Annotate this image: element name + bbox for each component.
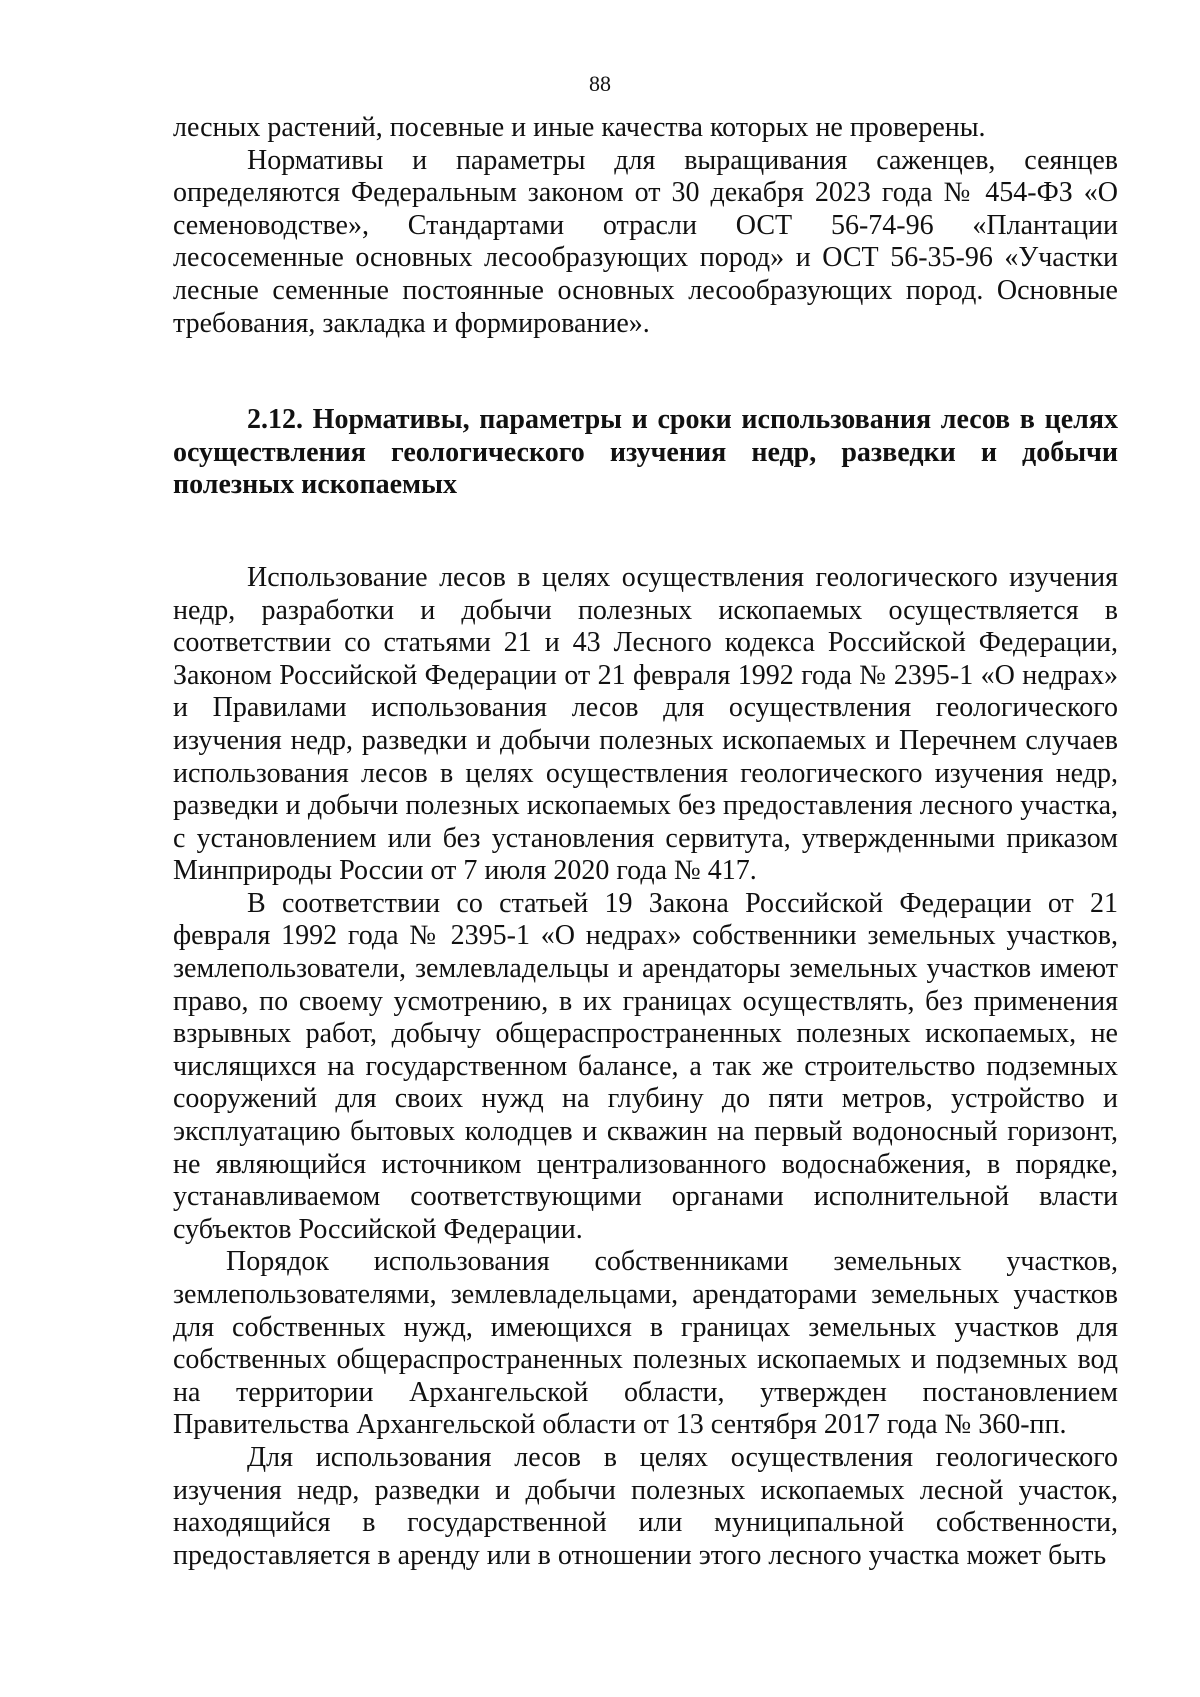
page-number: 88 <box>589 71 611 96</box>
paragraph-lease: Для использования лесов в целях осуществления геологического изучения недр, разведки и добычи полезных ископаемых лесной участок, находящийся в государственной или муниципальной собственности, предоставляется в аренду или в отношении этого лесного участка может быть <box>173 1441 1118 1571</box>
paragraph-forest-use: Использование лесов в целях осуществления геологического изучения недр, разработки и добычи полезных ископаемых осуществляется в соответствии со статьями 21 и 43 Лесного кодекса Российской Федерации, Законом Российской Федерации от 21 февраля 1992 года № 2395-1 «О недрах» и Правилами использования лесов для осуществления геологического изучения недр, разведки и добычи полезных ископаемых и Перечнем случаев использования лесов в целях осуществления геологического изучения недр, разведки и добычи полезных ископаемых без предоставления лесного участка, с установлением или без установления сервитута, утвержденными приказом Минприроды России от 7 июля 2020 года № 417. <box>173 561 1118 887</box>
paragraph-article-19: В соответствии со статьей 19 Закона Российской Федерации от 21 февраля 1992 года № 2395-1 «О недрах» собственники земельных участков, землепользователи, землевладельцы и арендаторы земельных участков имеют право, по своему усмотрению, в их границах осуществлять, без применения взрывных работ, добычу общераспространенных полезных ископаемых, не числящихся на государственном балансе, а так же строительство подземных сооружений для своих нужд на глубину до пяти метров, устройство и эксплуатацию бытовых колодцев и скважин на первый водоносный горизонт, не являющийся источником централизованного водоснабжения, в порядке, устанавливаемом соответствующими органами исполнительной власти субъектов Российской Федерации. <box>173 887 1118 1245</box>
document-body <box>173 112 1118 1572</box>
paragraph-continuation: лесных растений, посевные и иные качества которых не проверены. <box>173 112 986 143</box>
paragraph-seedling-norms: Нормативы и параметры для выращивания саженцев, сеянцев определяются Федеральным законом от 30 декабря 2023 года № 454-ФЗ «О семеноводстве», Стандартами отрасли ОСТ 56-74-96 «Плантации лесосеменные основных лесообразующих пород» и ОСТ 56-35-96 «Участки лесные семенные постоянные основных лесообразующих пород. Основные требования, закладка и формирование». <box>173 144 1118 339</box>
paragraph-procedure: Порядок использования собственниками земельных участков, землепользователями, землевладельцами, арендаторами земельных участков для собственных нужд, имеющихся в границах земельных участков для собственных общераспространенных полезных ископаемых и подземных вод на территории Архангельской области, утвержден постановлением Правительства Архангельской области от 13 сентября 2017 года № 360-пп. <box>173 1246 1118 1441</box>
section-heading: 2.12. Нормативы, параметры и сроки использования лесов в целях осуществления геологического изучения недр, разведки и добычи полезных ископаемых <box>173 404 1118 501</box>
